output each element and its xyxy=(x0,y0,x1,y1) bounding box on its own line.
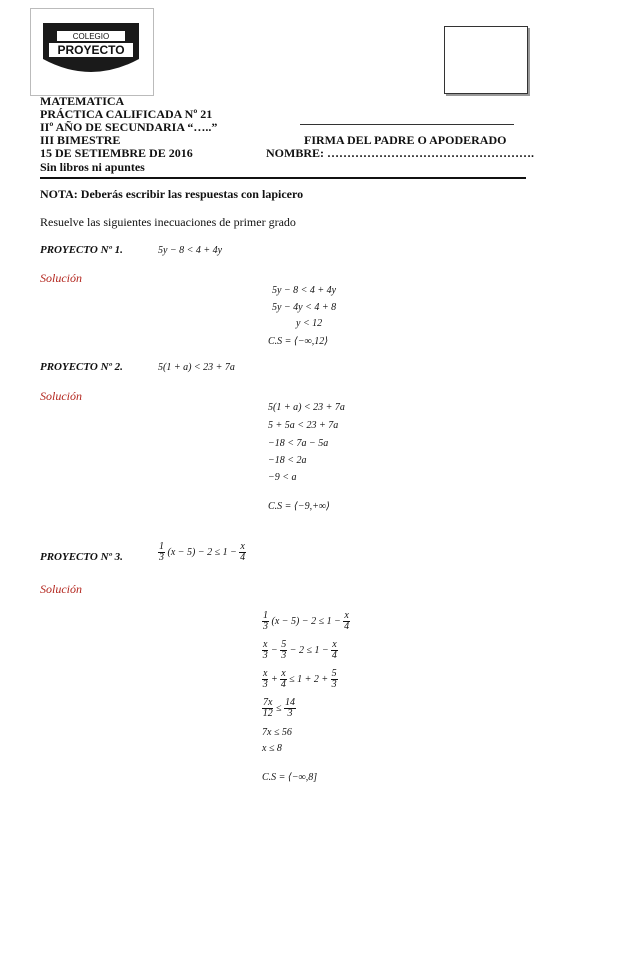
problem-1-label: PROYECTO Nº 1. xyxy=(40,244,123,256)
problem-1-solution-set: C.S = ⟨−∞,12⟩ xyxy=(268,336,329,347)
problem-2-statement: 5(1 + a) < 23 + 7a xyxy=(158,362,235,373)
note-text: NOTA: Deberás escribir las respuestas con lapicero xyxy=(40,187,304,201)
problem-3-step: $\frac{x}{3}$ + $\frac{x}{4}$ ≤ 1 + 2 + $\frac{5}{3}$ xyxy=(262,668,337,690)
logo-text-colegio: COLEGIO xyxy=(72,32,110,41)
problem-3-step: $\frac{1}{3}$ (x − 5) − 2 ≤ 1 − $\frac{x}{4}$ xyxy=(263,610,350,632)
problem-1-statement: 5y − 8 < 4 + 4y xyxy=(158,245,223,256)
name-field: NOMBRE: ……………………………………………. xyxy=(266,146,534,160)
problem-2-step: 5 + 5a < 23 + 7a xyxy=(268,420,339,431)
problem-2-step: −18 < 7a − 5a xyxy=(268,438,329,449)
solution-3-label: Solución xyxy=(40,582,82,596)
problem-3-step: $\frac{x}{3}$ − $\frac{5}{3}$ − 2 ≤ 1 − $\frac{x}{4}$ xyxy=(262,639,337,661)
grade-box xyxy=(444,26,528,94)
problem-1-step: 5y − 8 < 4 + 4y xyxy=(272,285,337,296)
problem-3-label: PROYECTO Nº 3. xyxy=(40,551,123,563)
solution-1-label: Solución xyxy=(40,271,82,285)
logo-shield-icon xyxy=(39,19,143,81)
practice-title: PRÁCTICA CALIFICADA Nº 21 xyxy=(40,107,213,121)
problem-2-solution-set: C.S = ⟨−9,+∞⟩ xyxy=(268,501,330,512)
term-line: III BIMESTRE xyxy=(40,133,121,147)
date-line: 15 DE SETIEMBRE DE 2016 xyxy=(40,146,193,160)
problem-3-step: $\frac{7x}{12}$ ≤ $\frac{14}{3}$ xyxy=(262,697,295,719)
problem-3-statement: $\frac{1}{3}$ (x − 5) − 2 ≤ 1 − $\frac{x}{4}$ xyxy=(159,541,246,563)
solution-2-label: Solución xyxy=(40,389,82,403)
subject-title: MATEMATICA xyxy=(40,94,125,108)
problem-2-step: −18 < 2a xyxy=(268,455,307,466)
school-logo xyxy=(30,8,154,96)
problem-2-label: PROYECTO Nº 2. xyxy=(40,361,123,373)
rules-line: Sin libros ni apuntes xyxy=(40,160,145,174)
problem-3-solution-set: C.S = ⟨−∞,8] xyxy=(262,772,318,783)
problem-3-step: 7x ≤ 56 xyxy=(262,727,292,738)
header-divider xyxy=(40,177,526,179)
problem-2-step: 5(1 + a) < 23 + 7a xyxy=(268,402,345,413)
problem-3-step: x ≤ 8 xyxy=(262,743,282,754)
logo-text-proyecto: PROYECTO xyxy=(57,43,125,57)
problem-1-step: y < 12 xyxy=(296,318,323,329)
problem-2-step: −9 < a xyxy=(268,472,297,483)
signature-line xyxy=(300,124,514,125)
grade-line: IIº AÑO DE SECUNDARIA “…..” xyxy=(40,120,218,134)
signature-label: FIRMA DEL PADRE O APODERADO xyxy=(304,133,507,147)
instruction-text: Resuelve las siguientes inecuaciones de primer grado xyxy=(40,215,296,229)
problem-1-step: 5y − 4y < 4 + 8 xyxy=(272,302,337,313)
